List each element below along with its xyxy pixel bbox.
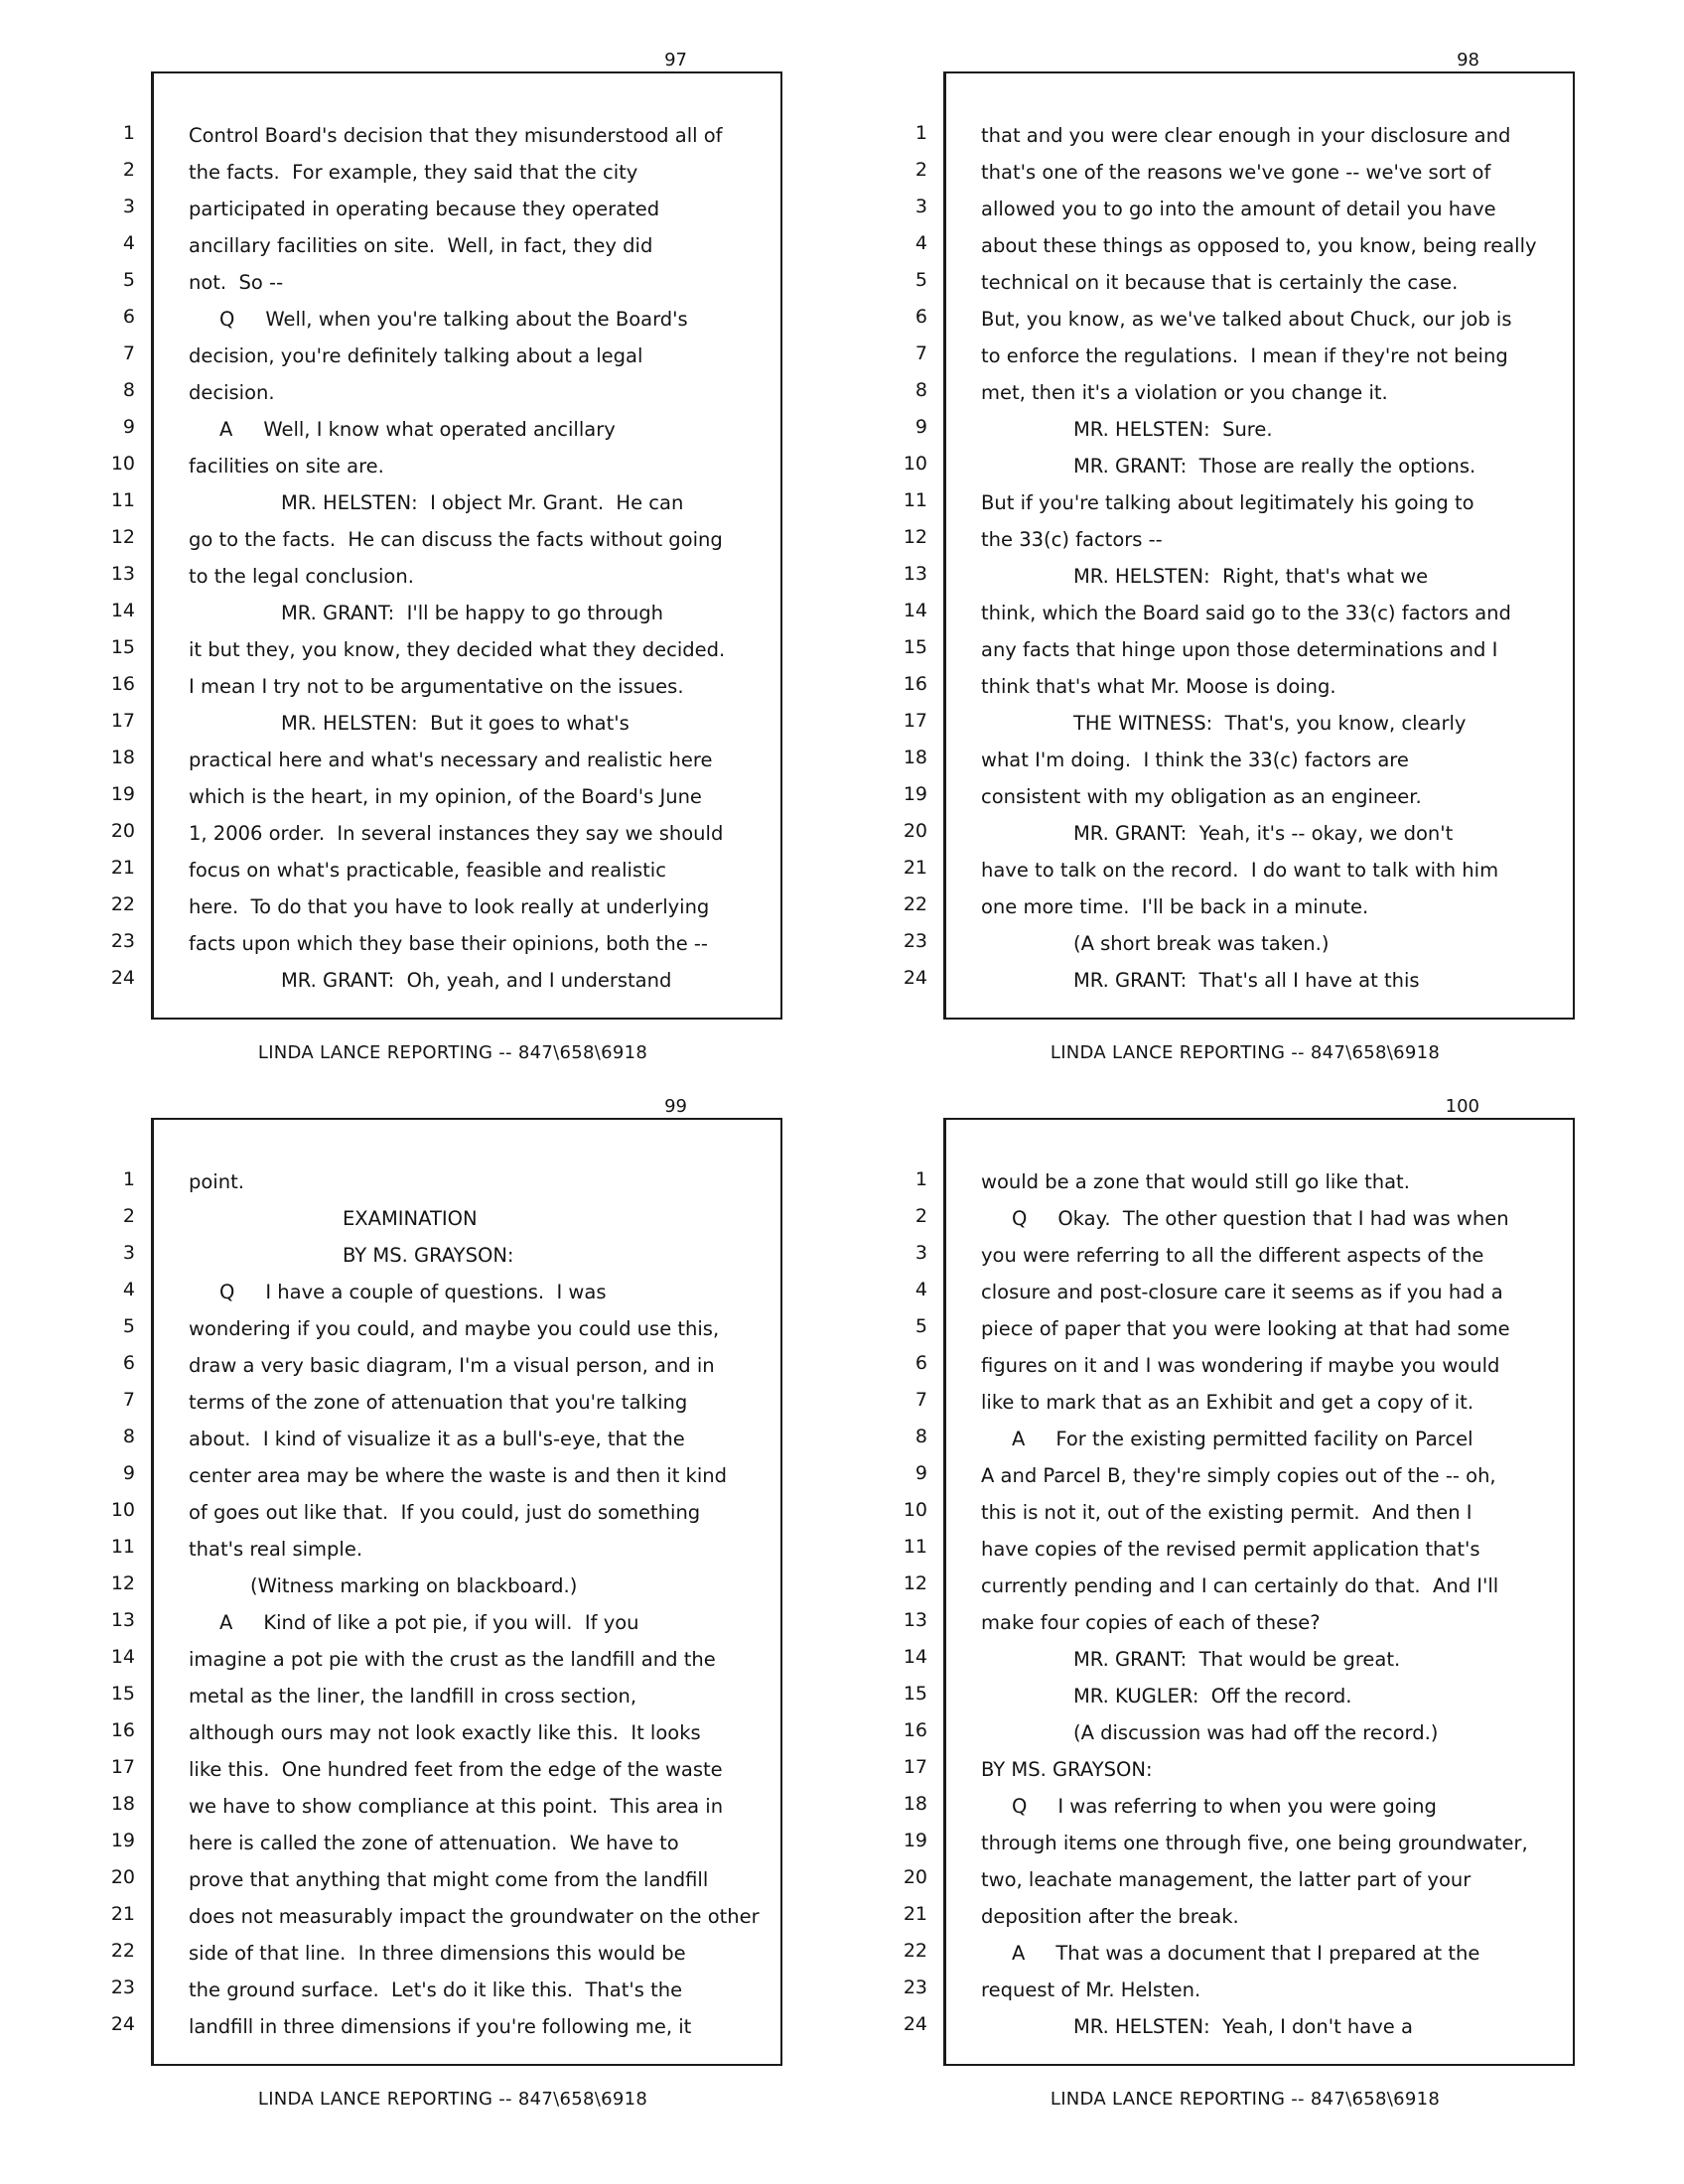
transcript-lines <box>189 1163 771 2045</box>
line-number: 2 <box>914 159 927 181</box>
line-number-column <box>56 1161 135 2043</box>
line-number: 15 <box>903 636 927 658</box>
transcript-line: MR. HELSTEN: Right, that's what we <box>981 565 1429 588</box>
transcript-line: have copies of the revised permit application that's <box>981 1538 1480 1561</box>
transcript-line: of goes out like that. If you could, just do something <box>189 1501 701 1524</box>
line-number: 7 <box>122 1389 135 1411</box>
reporter-footer: LINDA LANCE REPORTING -- 847\658\6918 <box>1050 1042 1441 1063</box>
line-number: 13 <box>903 563 927 585</box>
transcript-line: decision. <box>189 381 275 404</box>
line-number: 5 <box>914 1315 927 1337</box>
transcript-text-box <box>943 1118 1575 2066</box>
transcript-line: landfill in three dimensions if you're following me, it <box>189 2015 692 2038</box>
transcript-line: although ours may not look exactly like this. It looks <box>189 1721 701 1744</box>
transcript-line: would be a zone that would still go like that. <box>981 1170 1410 1193</box>
line-number: 3 <box>122 196 135 217</box>
transcript-line: which is the heart, in my opinion, of the Board's June <box>189 785 702 808</box>
transcript-line: currently pending and I can certainly do that. And I'll <box>981 1574 1499 1597</box>
transcript-line: MR. HELSTEN: Sure. <box>981 418 1273 441</box>
transcript-line: technical on it because that is certainly the case. <box>981 271 1459 294</box>
line-number: 1 <box>914 122 927 144</box>
transcript-line: MR. GRANT: That's all I have at this <box>981 969 1420 992</box>
transcript-line: MR. GRANT: That would be great. <box>981 1648 1401 1671</box>
line-number: 19 <box>110 783 135 805</box>
transcript-line: A Kind of like a pot pie, if you will. If you <box>189 1611 639 1634</box>
transcript-line: Q Well, when you're talking about the Board's <box>189 308 688 331</box>
transcript-line: (A short break was taken.) <box>981 932 1330 955</box>
transcript-line: (Witness marking on blackboard.) <box>189 1574 578 1597</box>
transcript-page-99 <box>56 1096 760 2128</box>
transcript-line: A For the existing permitted facility on Parcel <box>981 1428 1474 1450</box>
transcript-line: this is not it, out of the existing permit. And then I <box>981 1501 1473 1524</box>
transcript-line: decision, you're definitely talking about a legal <box>189 344 643 367</box>
line-number: 4 <box>914 1279 927 1300</box>
transcript-line: make four copies of each of these? <box>981 1611 1321 1634</box>
transcript-line: like this. One hundred feet from the edge of the waste <box>189 1758 723 1781</box>
transcript-line: think, which the Board said go to the 33(c) factors and <box>981 602 1511 624</box>
transcript-line: any facts that hinge upon those determinations and I <box>981 638 1498 661</box>
line-number: 24 <box>903 967 927 989</box>
line-number: 23 <box>903 930 927 952</box>
line-number: 8 <box>122 1426 135 1447</box>
line-number: 18 <box>110 747 135 768</box>
transcript-line: point. <box>189 1170 244 1193</box>
transcript-line: side of that line. In three dimensions this would be <box>189 1942 686 1965</box>
transcript-line: center area may be where the waste is and then it kind <box>189 1464 727 1487</box>
line-number: 13 <box>903 1609 927 1631</box>
line-number: 10 <box>110 453 135 475</box>
transcript-line: MR. KUGLER: Off the record. <box>981 1685 1352 1707</box>
line-number: 24 <box>110 2013 135 2035</box>
line-number: 2 <box>914 1205 927 1227</box>
transcript-line: that's real simple. <box>189 1538 363 1561</box>
transcript-line: But if you're talking about legitimately his going to <box>981 491 1474 514</box>
line-number: 3 <box>122 1242 135 1264</box>
transcript-line: wondering if you could, and maybe you could use this, <box>189 1317 720 1340</box>
line-number: 23 <box>110 1977 135 1998</box>
transcript-line: ancillary facilities on site. Well, in fact, they did <box>189 234 653 257</box>
transcript-line: EXAMINATION <box>189 1207 478 1230</box>
transcript-line: Q I was referring to when you were going <box>981 1795 1437 1818</box>
line-number: 6 <box>914 306 927 328</box>
transcript-line: metal as the liner, the landfill in cross section, <box>189 1685 637 1707</box>
transcript-line: facts upon which they base their opinions, both the -- <box>189 932 708 955</box>
line-number: 17 <box>903 1756 927 1778</box>
transcript-line: about these things as opposed to, you know, being really <box>981 234 1537 257</box>
transcript-line: that's one of the reasons we've gone -- we've sort of <box>981 161 1491 184</box>
transcript-line: the 33(c) factors -- <box>981 528 1163 551</box>
transcript-line: MR. HELSTEN: But it goes to what's <box>189 712 630 735</box>
page-number: 98 <box>1457 50 1479 70</box>
transcript-lines <box>189 117 771 999</box>
transcript-line: MR. GRANT: Yeah, it's -- okay, we don't <box>981 822 1454 845</box>
line-number: 22 <box>110 1940 135 1962</box>
line-number: 23 <box>903 1977 927 1998</box>
transcript-line: Q I have a couple of questions. I was <box>189 1281 607 1303</box>
transcript-line: allowed you to go into the amount of detail you have <box>981 198 1496 220</box>
transcript-page-100 <box>848 1096 1543 2128</box>
transcript-line: A Well, I know what operated ancillary <box>189 418 616 441</box>
reporter-footer: LINDA LANCE REPORTING -- 847\658\6918 <box>257 1042 648 1063</box>
line-number: 17 <box>903 710 927 732</box>
line-number: 22 <box>110 893 135 915</box>
line-number: 21 <box>903 857 927 879</box>
line-number: 12 <box>110 526 135 548</box>
line-number: 16 <box>110 1719 135 1741</box>
transcript-lines <box>981 117 1563 999</box>
transcript-line: you were referring to all the different aspects of the <box>981 1244 1484 1267</box>
line-number: 14 <box>903 1646 927 1668</box>
transcript-line: here is called the zone of attenuation. We have to <box>189 1832 679 1854</box>
line-number: 20 <box>110 1866 135 1888</box>
transcript-line: A That was a document that I prepared at the <box>981 1942 1480 1965</box>
transcript-text-box <box>943 71 1575 1020</box>
transcript-text-box <box>151 71 782 1020</box>
line-number: 9 <box>914 1462 927 1484</box>
transcript-line: it but they, you know, they decided what they decided. <box>189 638 726 661</box>
line-number: 11 <box>903 489 927 511</box>
transcript-line: like to mark that as an Exhibit and get a copy of it. <box>981 1391 1474 1414</box>
transcript-line: MR. GRANT: Those are really the options. <box>981 455 1476 478</box>
line-number: 9 <box>122 416 135 438</box>
line-number: 18 <box>110 1793 135 1815</box>
transcript-line: participated in operating because they operated <box>189 198 660 220</box>
page-number: 100 <box>1445 1096 1479 1117</box>
line-number: 12 <box>903 1572 927 1594</box>
line-number: 16 <box>903 1719 927 1741</box>
line-number: 10 <box>903 1499 927 1521</box>
line-number: 24 <box>903 2013 927 2035</box>
line-number: 4 <box>914 232 927 254</box>
line-number-column <box>848 115 927 997</box>
line-number: 4 <box>122 1279 135 1300</box>
line-number: 17 <box>110 1756 135 1778</box>
transcript-line: consistent with my obligation as an engineer. <box>981 785 1422 808</box>
transcript-line: BY MS. GRAYSON: <box>189 1244 514 1267</box>
transcript-page-98 <box>848 50 1543 1082</box>
transcript-page-97 <box>56 50 751 1082</box>
line-number: 12 <box>903 526 927 548</box>
transcript-line: I mean I try not to be argumentative on the issues. <box>189 675 684 698</box>
line-number: 5 <box>122 269 135 291</box>
transcript-line: prove that anything that might come from the landfill <box>189 1868 709 1891</box>
line-number: 6 <box>122 306 135 328</box>
line-number: 19 <box>903 783 927 805</box>
page-number: 99 <box>664 1096 687 1117</box>
line-number: 8 <box>914 379 927 401</box>
page-number: 97 <box>664 50 687 70</box>
line-number: 15 <box>903 1683 927 1705</box>
line-number: 2 <box>122 159 135 181</box>
transcript-line: (A discussion was had off the record.) <box>981 1721 1439 1744</box>
line-number: 13 <box>110 1609 135 1631</box>
line-number: 21 <box>110 857 135 879</box>
line-number: 21 <box>903 1903 927 1925</box>
transcript-line: terms of the zone of attenuation that you're talking <box>189 1391 688 1414</box>
line-number: 24 <box>110 967 135 989</box>
line-number: 20 <box>903 1866 927 1888</box>
line-number: 6 <box>914 1352 927 1374</box>
line-number: 16 <box>110 673 135 695</box>
transcript-line: MR. GRANT: I'll be happy to go through <box>189 602 664 624</box>
line-number: 20 <box>110 820 135 842</box>
line-number: 5 <box>122 1315 135 1337</box>
transcript-line: we have to show compliance at this point. This area in <box>189 1795 724 1818</box>
transcript-line: MR. HELSTEN: I object Mr. Grant. He can <box>189 491 684 514</box>
transcript-line: THE WITNESS: That's, you know, clearly <box>981 712 1467 735</box>
transcript-line: MR. GRANT: Oh, yeah, and I understand <box>189 969 672 992</box>
transcript-line: does not measurably impact the groundwater on the other <box>189 1905 760 1928</box>
transcript-line: to the legal conclusion. <box>189 565 414 588</box>
transcript-line: piece of paper that you were looking at that had some <box>981 1317 1510 1340</box>
transcript-line: here. To do that you have to look really at underlying <box>189 895 710 918</box>
line-number: 5 <box>914 269 927 291</box>
transcript-line: the facts. For example, they said that the city <box>189 161 638 184</box>
line-number: 11 <box>110 1536 135 1558</box>
line-number: 2 <box>122 1205 135 1227</box>
line-number: 11 <box>110 489 135 511</box>
line-number: 16 <box>903 673 927 695</box>
line-number: 15 <box>110 1683 135 1705</box>
transcript-line: closure and post-closure care it seems as if you had a <box>981 1281 1503 1303</box>
transcript-lines <box>981 1163 1563 2045</box>
transcript-line: 1, 2006 order. In several instances they say we should <box>189 822 724 845</box>
line-number: 1 <box>122 1168 135 1190</box>
line-number-column <box>848 1161 927 2043</box>
line-number: 1 <box>122 122 135 144</box>
line-number: 19 <box>903 1830 927 1851</box>
line-number: 6 <box>122 1352 135 1374</box>
reporter-footer: LINDA LANCE REPORTING -- 847\658\6918 <box>257 2089 648 2110</box>
line-number: 18 <box>903 1793 927 1815</box>
line-number: 1 <box>914 1168 927 1190</box>
line-number: 11 <box>903 1536 927 1558</box>
line-number-column <box>56 115 135 997</box>
line-number: 15 <box>110 636 135 658</box>
transcript-line: the ground surface. Let's do it like this. That's the <box>189 1979 683 2001</box>
transcript-line: BY MS. GRAYSON: <box>981 1758 1153 1781</box>
line-number: 7 <box>122 342 135 364</box>
transcript-line: A and Parcel B, they're simply copies out of the -- oh, <box>981 1464 1496 1487</box>
line-number: 8 <box>122 379 135 401</box>
transcript-line: practical here and what's necessary and realistic here <box>189 749 713 771</box>
line-number: 20 <box>903 820 927 842</box>
transcript-line: to enforce the regulations. I mean if they're not being <box>981 344 1508 367</box>
transcript-line: imagine a pot pie with the crust as the landfill and the <box>189 1648 716 1671</box>
line-number: 21 <box>110 1903 135 1925</box>
transcript-line: MR. HELSTEN: Yeah, I don't have a <box>981 2015 1413 2038</box>
line-number: 14 <box>903 600 927 621</box>
line-number: 10 <box>903 453 927 475</box>
line-number: 3 <box>914 1242 927 1264</box>
transcript-line: figures on it and I was wondering if maybe you would <box>981 1354 1500 1377</box>
transcript-line: about. I kind of visualize it as a bull's-eye, that the <box>189 1428 685 1450</box>
line-number: 22 <box>903 893 927 915</box>
transcript-line: Control Board's decision that they misunderstood all of <box>189 124 723 147</box>
line-number: 12 <box>110 1572 135 1594</box>
line-number: 8 <box>914 1426 927 1447</box>
line-number: 3 <box>914 196 927 217</box>
transcript-line: two, leachate management, the latter part of your <box>981 1868 1472 1891</box>
transcript-line: facilities on site are. <box>189 455 384 478</box>
transcript-line: have to talk on the record. I do want to talk with him <box>981 859 1499 882</box>
line-number: 9 <box>122 1462 135 1484</box>
transcript-line: deposition after the break. <box>981 1905 1239 1928</box>
line-number: 14 <box>110 1646 135 1668</box>
transcript-line: request of Mr. Helsten. <box>981 1979 1201 2001</box>
transcript-line: not. So -- <box>189 271 284 294</box>
transcript-line: go to the facts. He can discuss the facts without going <box>189 528 723 551</box>
reporter-footer: LINDA LANCE REPORTING -- 847\658\6918 <box>1050 2089 1441 2110</box>
line-number: 7 <box>914 1389 927 1411</box>
transcript-line: through items one through five, one being groundwater, <box>981 1832 1528 1854</box>
line-number: 19 <box>110 1830 135 1851</box>
transcript-line: met, then it's a violation or you change it. <box>981 381 1388 404</box>
line-number: 10 <box>110 1499 135 1521</box>
transcript-line: what I'm doing. I think the 33(c) factors are <box>981 749 1409 771</box>
line-number: 9 <box>914 416 927 438</box>
line-number: 23 <box>110 930 135 952</box>
transcript-line: think that's what Mr. Moose is doing. <box>981 675 1336 698</box>
line-number: 4 <box>122 232 135 254</box>
line-number: 7 <box>914 342 927 364</box>
transcript-line: focus on what's practicable, feasible and realistic <box>189 859 666 882</box>
transcript-line: one more time. I'll be back in a minute. <box>981 895 1369 918</box>
line-number: 18 <box>903 747 927 768</box>
line-number: 13 <box>110 563 135 585</box>
transcript-line: Q Okay. The other question that I had was when <box>981 1207 1509 1230</box>
line-number: 17 <box>110 710 135 732</box>
transcript-line: that and you were clear enough in your disclosure and <box>981 124 1511 147</box>
transcript-text-box <box>151 1118 782 2066</box>
transcript-line: But, you know, as we've talked about Chuck, our job is <box>981 308 1512 331</box>
line-number: 14 <box>110 600 135 621</box>
line-number: 22 <box>903 1940 927 1962</box>
transcript-line: draw a very basic diagram, I'm a visual person, and in <box>189 1354 715 1377</box>
